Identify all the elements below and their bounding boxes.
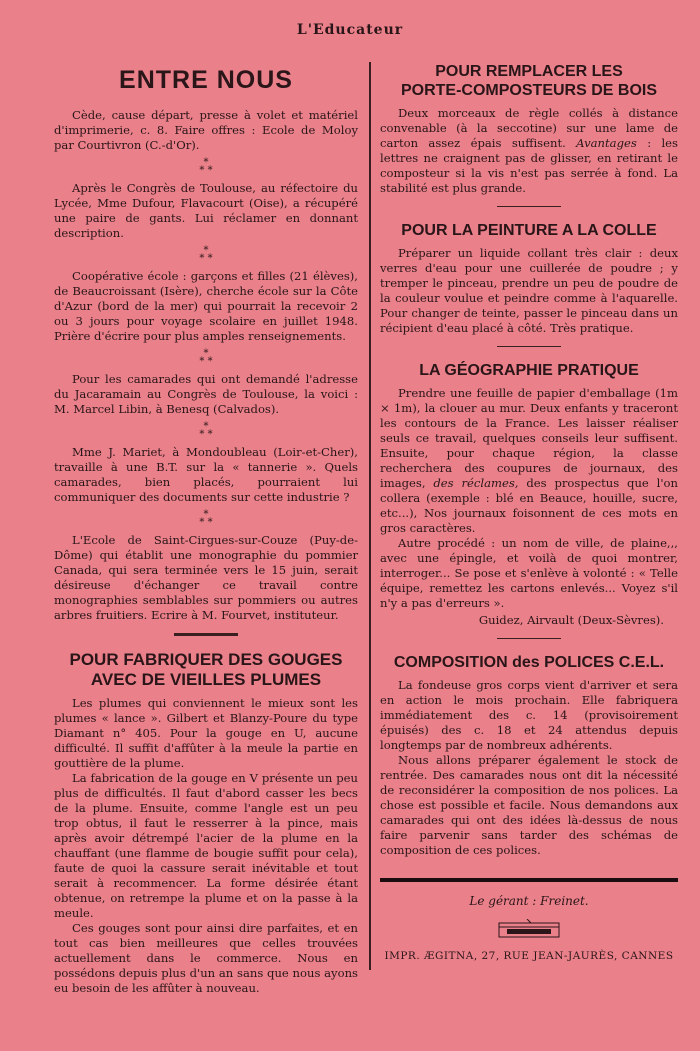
asterism-ornament: * * * [199, 245, 213, 264]
asterism-ornament: * * * [199, 509, 213, 528]
geo-text-emphasis: des réclames, [433, 476, 519, 490]
gouges-paragraph: La fabrication de la gouge en V présente un peu plus de difficultés. Il faut d'abord casser les becs de la plume. Ensuite, comme l'angle est un peu trop obtus, il faut le resserrer à la pince, mais après avoir détrempé l'acier de la plume en la chauffant (une flamme de bougie suffit pour cela), faute de quoi la cassure serait inévitable et tout serait à recommencer. La forme désirée étant obtenue, on retrempe la plume et on la passe à la meule. [54, 771, 358, 920]
title-porte-line1: POUR REMPLACER LES [435, 63, 623, 80]
compo-paragraph: La fondeuse gros corps vient d'arriver et sera en action le mois prochain. Elle fabriquera immédiatement des c. 14 (provisoirement épuisés) des c. 18 et 24 attendus depuis longtemps par de nombreux adhérents. [380, 678, 678, 752]
geo-text-b: des prospectus que l'on collera (exemple : blé en Beauce, houille, sucre, etc...), Nos journaux foisonnent de ces mots en gros caractères. [380, 476, 678, 535]
column-rule [369, 62, 371, 970]
running-head: L'Educateur [296, 22, 404, 38]
announcement: Après le Congrès de Toulouse, au réfectoire du Lycée, Mme Dufour, Flavacourt (Oise), a récupéré une paire de gants. Lui réclamer en donnant description. [54, 181, 358, 240]
title-gouges-line1: POUR FABRIQUER DES GOUGES [69, 650, 343, 669]
asterism-ornament: * * * [199, 348, 213, 367]
geo-signature: Guidez, Airvault (Deux-Sèvres). [478, 613, 664, 627]
announcement: Mme J. Mariet, à Mondoubleau (Loir-et-Cher), travaille à une B.T. sur la « tannerie ». Quels camarades, bien placés, pourraient lui communiquer des documents sur cette industrie ? [54, 445, 358, 504]
footer-rule [380, 878, 678, 882]
title-porte-line2: PORTE-COMPOSTEURS DE BOIS [400, 82, 658, 99]
announcement: Cède, cause départ, presse à volet et matériel d'imprimerie, c. 8. Faire offres : Ecole de Moloy par Courtivron (C.-d'Or). [54, 108, 358, 152]
asterism-ornament: * * * [199, 157, 213, 176]
left-column [54, 62, 358, 996]
imprint-line: IMPR. ÆGITNA, 27, RUE JEAN-JAURÈS, CANNES [384, 950, 674, 962]
porte-text-a: Deux morceaux de règle collés à distance convenable (à la seccotine) sur une lame de carton assez épais suffisent. [380, 106, 678, 150]
peinture-paragraph: Préparer un liquide collant très clair : deux verres d'eau pour une cuillerée de poudre ; y tremper le pinceau, prendre un peu de poudre de la couleur voulue et peindre comme à l'aquarelle. Pour changer de teinte, passer le pinceau dans un récipient d'eau placé à côté. Très pratique. [380, 246, 678, 335]
section-divider [497, 346, 561, 347]
title-porte-composteurs [380, 62, 678, 100]
section-divider [497, 206, 561, 207]
announcement: L'Ecole de Saint-Cirgues-sur-Couze (Puy-de-Dôme) qui établit une monographie du pommier Canada, qui sera terminée vers le 15 juin, serait désireuse d'échanger ce travail contre monographies semblables sur pommiers ou autres arbres fruitiers. Ecrire à M. Fourvet, instituteur. [54, 533, 358, 622]
asterism-ornament: * * * [199, 421, 213, 440]
compo-paragraph: Nous allons préparer également le stock de rentrée. Des camarades nous ont dit la nécessité de reconsidérer la composition de nos polices. La chose est possible et facile. Nous demandons aux camarades qui ont des idées là-dessus de nous faire parvenir sans tarder des schémas de composition de ces polices. [380, 753, 678, 857]
title-peinture: POUR LA PEINTURE A LA COLLE [401, 222, 657, 239]
right-column [380, 62, 678, 964]
title-geographie: LA GÉOGRAPHIE PRATIQUE [419, 362, 639, 379]
section-divider [497, 638, 561, 639]
title-composition: COMPOSITION des POLICES C.E.L. [393, 654, 665, 671]
announcement: Coopérative école : garçons et filles (21 élèves), de Beaucroissant (Isère), cherche école sur la Côte d'Azur (bord de la mer) qui pourrait la recevoir 2 ou 3 jours pour voyage scolaire en juillet 1948. Prière d'écrire pour plus amples renseignements. [54, 269, 358, 343]
porte-text-emphasis: Avantages [576, 136, 637, 150]
gouges-paragraph: Ces gouges sont pour ainsi dire parfaites, et en tout cas bien meilleures que celles trouvées actuellement dans le commerce. Nous en possédons depuis plus d'un an sans que nous ayons eu besoin de les affûter à nouveau. [54, 921, 358, 995]
title-gouges-line2: AVEC DE VIEILLES PLUMES [90, 670, 322, 689]
geo-paragraph: Autre procédé : un nom de ville, de plaine,,, avec une épingle, et voilà de quoi montrer, interroger... Se pose et s'enlève à volonté : « Telle équipe, remettez les cartons enlevés... Voyez s'il n'y a pas d'erreurs ». [380, 536, 678, 610]
title-gouges [54, 650, 358, 690]
geo-text-a: Prendre une feuille de papier d'emballage (1m × 1m), la clouer au mur. Deux enfants y traceront les contours de la France. Les laisser réaliser seuls ce travail, quelques conseils leur suffisent. Ensuite, pour chaque région, la classe recherchera des coupures de journaux, des images, [380, 386, 678, 490]
printer-mark-icon [497, 919, 561, 941]
porte-paragraph [380, 106, 678, 196]
title-entre-nous: ENTRE NOUS [119, 66, 293, 94]
section-divider [174, 633, 238, 636]
gerant-line: Le gérant : Freinet. [469, 894, 589, 908]
announcement: Pour les camarades qui ont demandé l'adresse du Jacaramain au Congrès de Toulouse, la voici : M. Marcel Libin, à Benesq (Calvados). [54, 372, 358, 416]
porte-text-b: : les lettres ne craignent pas de glisser, en retirant le composteur si la vis n'est pas serrée à fond. La stabilité est plus grande. [380, 136, 678, 195]
gouges-paragraph: Les plumes qui conviennent le mieux sont les plumes « lance ». Gilbert et Blanzy-Poure du type Diamant n° 405. Pour la gouge en U, aucune difficulté. Il suffit d'affûter à la meule la partie en gouttière de la plume. [54, 696, 358, 770]
geo-paragraph [380, 386, 678, 536]
